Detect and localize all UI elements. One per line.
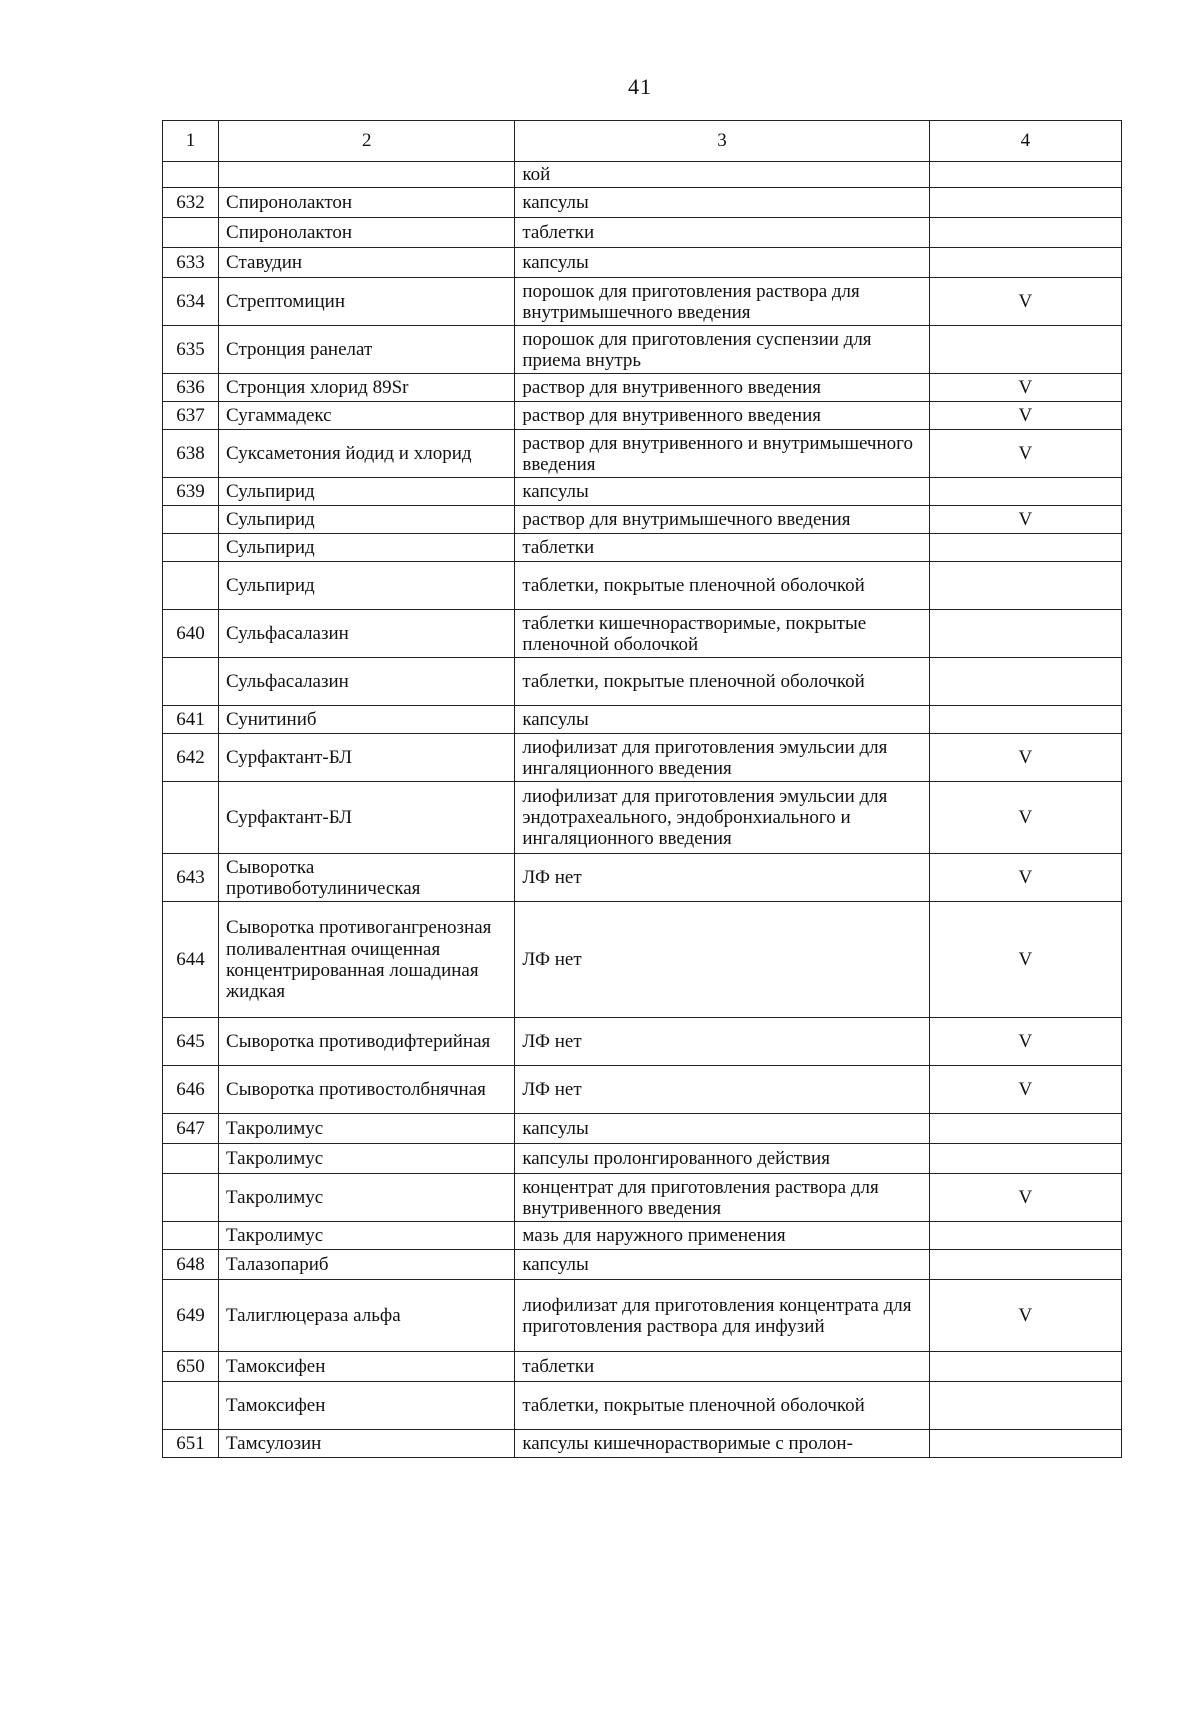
row-number: 639 [163, 478, 219, 506]
row-number: 635 [163, 326, 219, 374]
table-row [163, 1430, 1122, 1458]
row-number [163, 1222, 219, 1250]
row-number: 634 [163, 278, 219, 326]
row-number: 638 [163, 430, 219, 478]
header-col-1: 1 [163, 121, 219, 162]
table-row [163, 218, 1122, 248]
dosage-form: капсулы [515, 188, 929, 218]
mark-cell [929, 1144, 1121, 1174]
dosage-form: концентрат для приготовления раствора для внутривенного введения [515, 1174, 929, 1222]
drug-table [162, 120, 1122, 1458]
row-number [163, 782, 219, 854]
row-number [163, 1144, 219, 1174]
table-row [163, 854, 1122, 902]
table-row [163, 374, 1122, 402]
dosage-form: капсулы кишечнорастворимые с пролон- [515, 1430, 929, 1458]
table-row [163, 430, 1122, 478]
drug-name: Сыворотка противогангренозная поливалентная очищенная концентрированная лошадиная жидкая [219, 902, 515, 1018]
table-row [163, 534, 1122, 562]
table-row [163, 562, 1122, 610]
drug-name: Сугаммадекс [219, 402, 515, 430]
table-row [163, 402, 1122, 430]
drug-name: Сульфасалазин [219, 658, 515, 706]
mark-cell: V [929, 1066, 1121, 1114]
drug-name: Сунитиниб [219, 706, 515, 734]
table-row [163, 1114, 1122, 1144]
mark-cell [929, 1352, 1121, 1382]
drug-name: Такролимус [219, 1114, 515, 1144]
dosage-form: лиофилизат для приготовления концентрата для приготовления раствора для инфузий [515, 1280, 929, 1352]
table-row [163, 706, 1122, 734]
mark-cell [929, 1382, 1121, 1430]
table-row [163, 278, 1122, 326]
mark-cell: V [929, 734, 1121, 782]
dosage-form: капсулы пролонгированного действия [515, 1144, 929, 1174]
dosage-form: порошок для приготовления раствора для внутримышечного введения [515, 278, 929, 326]
row-number [163, 162, 219, 188]
mark-cell [929, 1250, 1121, 1280]
dosage-form: капсулы [515, 248, 929, 278]
table-row [163, 658, 1122, 706]
dosage-form: раствор для внутримышечного введения [515, 506, 929, 534]
mark-cell: V [929, 402, 1121, 430]
table-row [163, 1018, 1122, 1066]
table-row [163, 1280, 1122, 1352]
mark-cell: V [929, 278, 1121, 326]
table-row [163, 248, 1122, 278]
drug-name: Сульпирид [219, 534, 515, 562]
row-number [163, 534, 219, 562]
dosage-form: порошок для приготовления суспензии для приема внутрь [515, 326, 929, 374]
mark-cell: V [929, 506, 1121, 534]
mark-cell: V [929, 854, 1121, 902]
drug-name: Сульпирид [219, 506, 515, 534]
row-number [163, 1382, 219, 1430]
mark-cell: V [929, 902, 1121, 1018]
dosage-form: таблетки [515, 218, 929, 248]
drug-name: Тамсулозин [219, 1430, 515, 1458]
dosage-form: таблетки кишечнорастворимые, покрытые пленочной оболочкой [515, 610, 929, 658]
drug-name: Ставудин [219, 248, 515, 278]
dosage-form: таблетки [515, 534, 929, 562]
drug-name: Сульфасалазин [219, 610, 515, 658]
mark-cell: V [929, 1280, 1121, 1352]
table-row [163, 1144, 1122, 1174]
table-row [163, 734, 1122, 782]
dosage-form: кой [515, 162, 929, 188]
drug-name: Талазопариб [219, 1250, 515, 1280]
mark-cell [929, 562, 1121, 610]
row-number [163, 1174, 219, 1222]
table-row [163, 162, 1122, 188]
mark-cell [929, 218, 1121, 248]
mark-cell [929, 534, 1121, 562]
table-row [163, 188, 1122, 218]
row-number: 640 [163, 610, 219, 658]
dosage-form: лиофилизат для приготовления эмульсии для ингаляционного введения [515, 734, 929, 782]
table-row [163, 1066, 1122, 1114]
dosage-form: ЛФ нет [515, 1066, 929, 1114]
dosage-form: ЛФ нет [515, 902, 929, 1018]
dosage-form: таблетки, покрытые пленочной оболочкой [515, 658, 929, 706]
row-number [163, 506, 219, 534]
dosage-form: раствор для внутривенного введения [515, 402, 929, 430]
dosage-form: таблетки, покрытые пленочной оболочкой [515, 562, 929, 610]
row-number: 651 [163, 1430, 219, 1458]
mark-cell: V [929, 374, 1121, 402]
drug-name: Сыворотка противоботулиническая [219, 854, 515, 902]
mark-cell [929, 1430, 1121, 1458]
mark-cell [929, 610, 1121, 658]
dosage-form: таблетки [515, 1352, 929, 1382]
drug-name: Талиглюцераза альфа [219, 1280, 515, 1352]
header-col-2: 2 [219, 121, 515, 162]
row-number: 646 [163, 1066, 219, 1114]
drug-name: Сурфактант-БЛ [219, 782, 515, 854]
dosage-form: капсулы [515, 478, 929, 506]
drug-name: Стрептомицин [219, 278, 515, 326]
table-row [163, 326, 1122, 374]
dosage-form: ЛФ нет [515, 854, 929, 902]
row-number: 637 [163, 402, 219, 430]
drug-name: Суксаметония йодид и хлорид [219, 430, 515, 478]
row-number: 644 [163, 902, 219, 1018]
header-col-4: 4 [929, 121, 1121, 162]
table-row [163, 1250, 1122, 1280]
mark-cell: V [929, 1018, 1121, 1066]
header-col-3: 3 [515, 121, 929, 162]
row-number [163, 658, 219, 706]
drug-name: Стронция хлорид 89Sr [219, 374, 515, 402]
drug-name [219, 162, 515, 188]
drug-name: Тамоксифен [219, 1352, 515, 1382]
drug-name: Сурфактант-БЛ [219, 734, 515, 782]
mark-cell [929, 706, 1121, 734]
mark-cell: V [929, 1174, 1121, 1222]
drug-name: Такролимус [219, 1144, 515, 1174]
table-row [163, 1174, 1122, 1222]
drug-name: Сыворотка противостолбнячная [219, 1066, 515, 1114]
mark-cell [929, 1222, 1121, 1250]
drug-name: Тамоксифен [219, 1382, 515, 1430]
row-number: 641 [163, 706, 219, 734]
row-number: 647 [163, 1114, 219, 1144]
table-row [163, 478, 1122, 506]
row-number: 642 [163, 734, 219, 782]
mark-cell [929, 162, 1121, 188]
dosage-form: ЛФ нет [515, 1018, 929, 1066]
mark-cell: V [929, 430, 1121, 478]
drug-name: Сульпирид [219, 478, 515, 506]
drug-name: Стронция ранелат [219, 326, 515, 374]
table-row [163, 902, 1122, 1018]
table-row [163, 1222, 1122, 1250]
mark-cell: V [929, 782, 1121, 854]
mark-cell [929, 248, 1121, 278]
table-row [163, 1352, 1122, 1382]
dosage-form: мазь для наружного применения [515, 1222, 929, 1250]
row-number: 650 [163, 1352, 219, 1382]
row-number: 643 [163, 854, 219, 902]
drug-name: Такролимус [219, 1174, 515, 1222]
mark-cell [929, 1114, 1121, 1144]
drug-name: Спиронолактон [219, 218, 515, 248]
page-number: 41 [628, 74, 652, 99]
drug-name: Такролимус [219, 1222, 515, 1250]
drug-name: Спиронолактон [219, 188, 515, 218]
mark-cell [929, 188, 1121, 218]
table-row [163, 610, 1122, 658]
drug-name: Сыворотка противодифтерийная [219, 1018, 515, 1066]
mark-cell [929, 658, 1121, 706]
dosage-form: капсулы [515, 1114, 929, 1144]
row-number: 645 [163, 1018, 219, 1066]
dosage-form: таблетки, покрытые пленочной оболочкой [515, 1382, 929, 1430]
row-number [163, 562, 219, 610]
mark-cell [929, 326, 1121, 374]
row-number: 633 [163, 248, 219, 278]
row-number: 648 [163, 1250, 219, 1280]
table-row [163, 782, 1122, 854]
dosage-form: лиофилизат для приготовления эмульсии для эндотрахеального, эндобронхиального и ингаляционного введения [515, 782, 929, 854]
table-row [163, 506, 1122, 534]
drug-name: Сульпирид [219, 562, 515, 610]
table-row [163, 1382, 1122, 1430]
dosage-form: раствор для внутривенного введения [515, 374, 929, 402]
row-number: 636 [163, 374, 219, 402]
row-number [163, 218, 219, 248]
row-number: 649 [163, 1280, 219, 1352]
row-number: 632 [163, 188, 219, 218]
dosage-form: капсулы [515, 1250, 929, 1280]
header-row [163, 121, 1122, 162]
dosage-form: раствор для внутривенного и внутримышечного введения [515, 430, 929, 478]
table-body [163, 162, 1122, 1458]
dosage-form: капсулы [515, 706, 929, 734]
mark-cell [929, 478, 1121, 506]
